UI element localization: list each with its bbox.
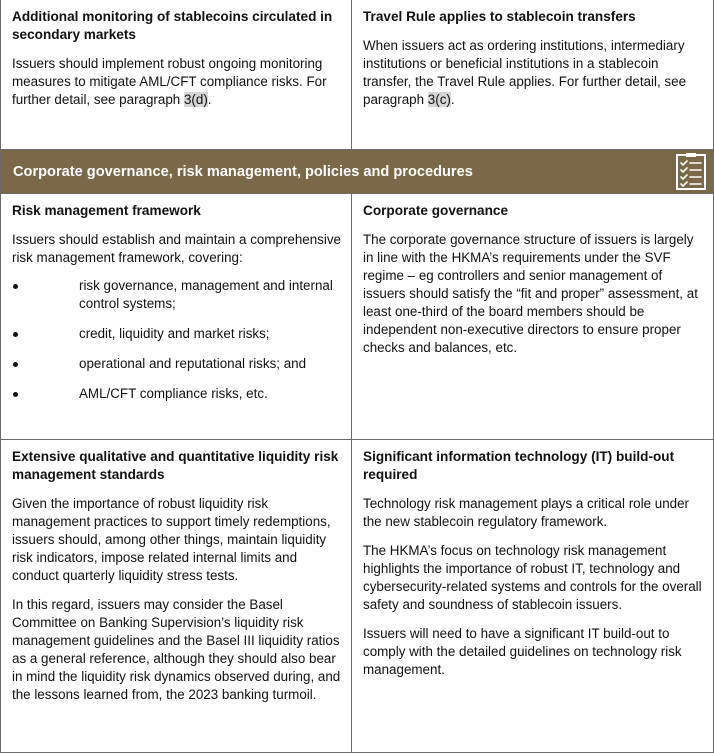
- list-item: operational and reputational risks; and: [12, 355, 341, 373]
- cell-body: Issuers should establish and maintain a comprehensive risk management framework, covering:: [12, 232, 341, 265]
- body-text: When issuers act as ordering institutions, intermediary institutions or beneficial institutions in a stablecoin transfer, the Travel Rule applies. For further detail, see paragraph: [363, 38, 687, 107]
- secondary-market-monitoring-cell: [1, 0, 352, 149]
- cell-body: The HKMA’s focus on technology risk management highlights the importance of robust IT, technology and cybersecurity-related systems and controls for the overall safety and soundness of stablecoin issuers.: [363, 543, 702, 612]
- cell-body: [12, 55, 341, 109]
- cell-heading: Risk management framework: [12, 203, 201, 218]
- paragraph-reference-link[interactable]: 3(c): [427, 92, 451, 107]
- cell-heading: Travel Rule applies to stablecoin transfers: [363, 9, 636, 24]
- table-row: [0, 0, 714, 150]
- coverage-list: [12, 277, 341, 403]
- list-item: AML/CFT compliance risks, etc.: [12, 385, 341, 403]
- list-item: risk governance, management and internal control systems;: [12, 277, 341, 313]
- section-title: Corporate governance, risk management, policies and procedures: [13, 163, 473, 180]
- cell-heading: Corporate governance: [363, 203, 509, 218]
- body-tail: .: [207, 92, 212, 107]
- bullet-icon: [13, 332, 18, 337]
- paragraph-reference-link[interactable]: 3(d): [183, 92, 208, 107]
- list-item: credit, liquidity and market risks;: [12, 325, 341, 343]
- cell-body: Issuers will need to have a significant IT build-out to comply with the detailed guidelines on technology risk management.: [363, 626, 682, 677]
- cell-heading: Additional monitoring of stablecoins circulated in secondary markets: [12, 9, 333, 42]
- it-build-out-cell: [352, 440, 713, 752]
- cell-body: In this regard, issuers may consider the Basel Committee on Banking Supervision’s liquidity risk management guidelines and the Basel III liquidity ratios as a general reference, although they should also bear in mind the liquidity risk dynamics observed during, and the lessons learned from, the 2023 banking turmoil.: [12, 597, 341, 702]
- cell-body: The corporate governance structure of issuers is largely in line with the HKMA’s requirements under the SVF regime – eg controllers and senior management of issuers should satisfy the “fit and proper” assessment, at least one-third of the board members should be independent non-executive directors to ensure proper checks and balances, etc.: [363, 232, 698, 355]
- section-banner: [0, 150, 714, 194]
- bullet-icon: [13, 362, 18, 367]
- risk-management-framework-cell: [1, 194, 352, 439]
- cell-body: Technology risk management plays a critical role under the new stablecoin regulatory framework.: [363, 496, 689, 529]
- bullet-icon: [13, 284, 18, 289]
- body-tail: .: [450, 92, 455, 107]
- corporate-governance-cell: [352, 194, 713, 439]
- checklist-icon: [675, 153, 707, 191]
- cell-body: [363, 37, 703, 109]
- cell-heading: Extensive qualitative and quantitative liquidity risk management standards: [12, 449, 339, 482]
- table-row: [0, 194, 714, 440]
- table-row: [0, 440, 714, 753]
- body-text: Issuers should implement robust ongoing monitoring measures to mitigate AML/CFT compliance risks. For further detail, see paragraph: [12, 56, 327, 107]
- liquidity-risk-standards-cell: [1, 440, 352, 752]
- cell-body: Given the importance of robust liquidity risk management practices to support timely redemptions, issuers should, among other things, maintain liquidity risk indicators, impose related internal limits and conduct quarterly liquidity stress tests.: [12, 496, 331, 583]
- cell-heading: Significant information technology (IT) build-out required: [363, 449, 675, 482]
- travel-rule-cell: [352, 0, 713, 149]
- bullet-icon: [13, 392, 18, 397]
